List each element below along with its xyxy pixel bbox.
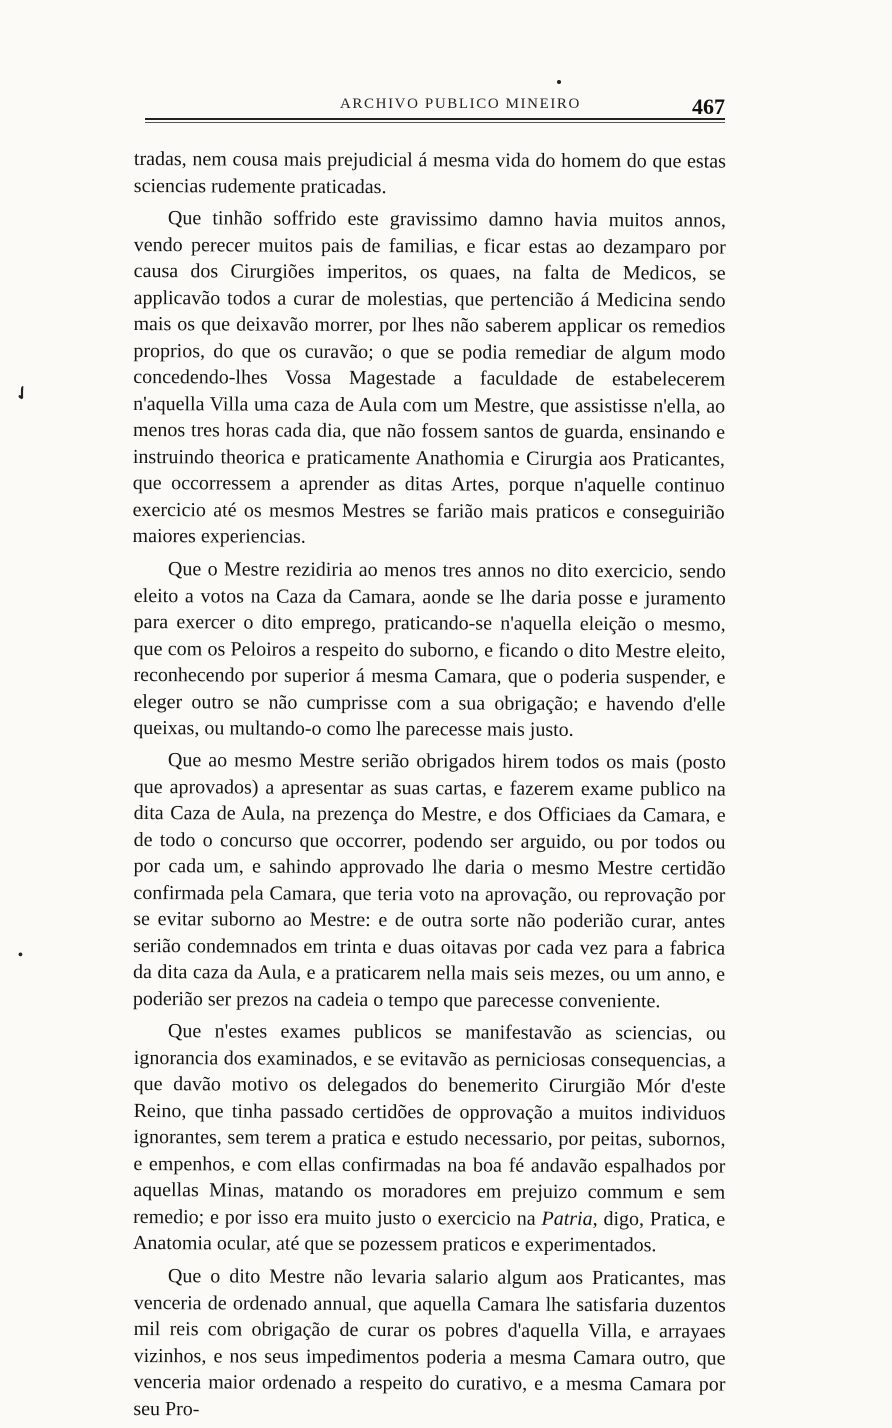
paragraph: Que tinhão soffrido este gravissimo damno havia muitos annos, vendo perecer muitos pais de familias, e ficar estas ao dezamparo por causa dos Cirurgiões imperitos, os quaes, na falta de Medicos, se applicavão todos a curar de molestias, que pertencião á Medicina sendo mais os que deixavão morrer, por lhes não saberem applicar os remedios proprios, do que os curavão; o que se podia remediar de algum modo concedendo-lhes Vossa Magestade a faculdade de estabelecerem n'aquella Villa uma caza de Aula com um Mestre, que assistisse n'ella, ao menos tres horas cada dia, que não fossem santos de guarda, ensinando e instruindo theorica e praticamente Anathomia e Cirurgia aos Praticantes, que occorressem a aprender as ditas Artes, porque n'aquelle continuo exercicio até os mesmos Mestres se farião mais praticos e conseguirião maiores experiencias. [132, 207, 726, 548]
paragraph-text: , digo, Pratica, e Anatomia ocular, até que se pozessem praticos e experimentados. [132, 1207, 726, 1257]
header-rule [145, 118, 725, 123]
paragraph: tradas, nem cousa mais prejudicial á mesma vida do homem do que estas sciencias rudemente praticadas. [133, 147, 726, 198]
paragraph: Que o dito Mestre não levaria salario algum aos Praticantes, mas venceria de ordenado annual, que aquella Camara lhe satisfaria duzentos mil reis com obrigação de curar os pobres d'aquella Villa, e arrayaes vizinhos, e nos seus impedimentos poderia a mesma Camara outro, que venceria maior ordenado a respeito do curativo, e a mesma Camara por seu Pro- [133, 1264, 726, 1420]
paragraph [133, 1018, 726, 1259]
paragraph: Que ao mesmo Mestre serião obrigados hirem todos os mais (posto que aprovados) a apresentar as suas cartas, e fazerem exame publico na dita Caza de Aula, na prezença do Mestre, e dos Officiaes da Camara, e de todo o concurso que occorrer, podendo ser arguido, ou por todos ou por cada um, e sahindo approvado lhe daria o mesmo Mestre certidão confirmada pela Camara, que teria voto na aprovação, ou reprovação por se evitar suborno ao Mestre: e de outra sorte não poderião curar, antes serião condemnados em trinta e duas oitavas por cada vez para a fabrica da dita caza da Aula, e a praticarem nella mais seis mezes, ou um anno, e poderião ser prezos na cadeia o tempo que parecesse conveniente. [132, 749, 726, 1012]
paragraph-text: Que n'estes exames publicos se manifestavão as sciencias, ou ignorancia dos examinados, e se evitavão as perniciosas consequencias, a que davão motivo os delegados do benemerito Cirurgião Mór d'este Reino, que tinha passado certidões de opprovação a muitos individuos ignorantes, sem terem a pratica e estudo necessario, por peitas, subornos, e empenhos, e com ellas confirmadas na boa fé andavão espalhados por aquellas Minas, matando os moradores em prejuizo commum e sem remedio; e por isso era muito justo o exercicio na [133, 1020, 726, 1230]
page-body [134, 146, 726, 1428]
running-title: ARCHIVO PUBLICO MINEIRO [340, 96, 581, 112]
page-number: 467 [692, 94, 725, 119]
paragraph: Que o Mestre rezidiria ao menos tres annos no dito exercicio, sendo eleito a votos na Caza da Camara, aonde se lhe daria posse e juramento para exercer o dito emprego, praticando-se n'aquella eleição o mesmo, que com os Peloiros a respeito do suborno, e ficando o dito Mestre eleito, reconhecendo por superior á mesma Camara, que o poderia suspender, e eleger outro se não cumprisse com a sua obrigação; e havendo d'elle queixas, ou multando-o como lhe parecesse mais justo. [133, 557, 726, 741]
margin-mark: ✓ [10, 380, 35, 406]
ink-dot [557, 80, 561, 84]
italic-word: Patria [541, 1207, 593, 1230]
margin-mark: • [18, 948, 23, 963]
